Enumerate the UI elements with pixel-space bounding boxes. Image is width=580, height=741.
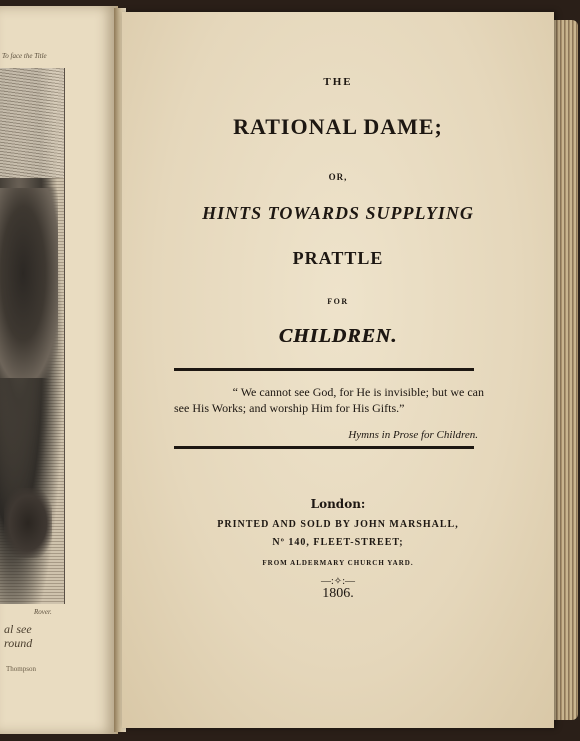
subtitle-hints: HINTS TOWARDS SUPPLYING bbox=[202, 203, 474, 223]
ornament-divider: —:✧:— bbox=[321, 576, 355, 587]
double-rule-bottom bbox=[174, 446, 474, 449]
imprint-address: Nº 140, FLEET-STREET; bbox=[272, 537, 404, 548]
main-title: RATIONAL DAME; bbox=[233, 114, 443, 139]
frontispiece-caption-1: Rover. bbox=[34, 608, 52, 616]
frontispiece-caption-3: round bbox=[4, 636, 33, 650]
frontispiece-caption-2: al see bbox=[4, 622, 32, 636]
epigraph-source: Hymns in Prose for Children. bbox=[348, 429, 478, 441]
title-or: OR, bbox=[328, 172, 348, 182]
left-page bbox=[0, 6, 118, 734]
engraving-tree bbox=[0, 188, 58, 378]
publication-year: 1806. bbox=[322, 586, 354, 601]
engraving-dog bbox=[4, 488, 52, 558]
frontispiece-caption-top: To face the Title bbox=[2, 52, 47, 60]
title-page-content bbox=[122, 12, 554, 728]
title-page bbox=[122, 12, 554, 728]
frontispiece-engraving bbox=[0, 68, 65, 604]
title-for: FOR bbox=[327, 297, 349, 306]
double-rule-top bbox=[174, 368, 474, 371]
engraver-credit: Thompson bbox=[6, 665, 36, 673]
imprint-from: FROM ALDERMARY CHURCH YARD. bbox=[262, 559, 414, 567]
engraving-sky bbox=[0, 68, 64, 178]
epigraph-line-2: see His Works; and worship Him for His Gifts.” bbox=[174, 401, 405, 415]
subtitle-children: CHILDREN. bbox=[278, 325, 398, 347]
imprint-city: London: bbox=[310, 497, 366, 511]
epigraph-line-1: “ We cannot see God, for He is invisible; but we can bbox=[232, 385, 484, 399]
imprint-printer: PRINTED AND SOLD BY JOHN MARSHALL, bbox=[217, 519, 459, 530]
page-edges bbox=[554, 20, 578, 720]
title-the: THE bbox=[323, 76, 353, 88]
subtitle-prattle: PRATTLE bbox=[292, 248, 384, 268]
